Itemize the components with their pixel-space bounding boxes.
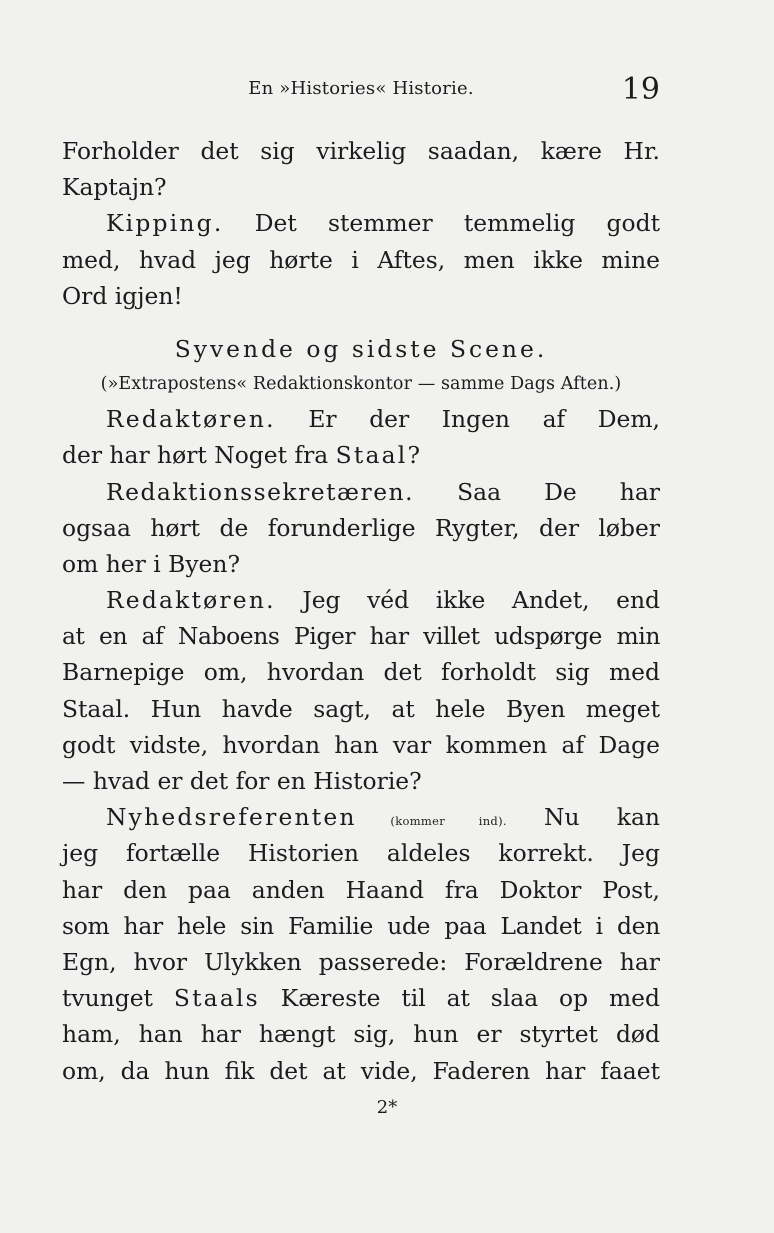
text-line: jeg fortælle Historien aldeles korrekt. Jeg — [62, 839, 660, 868]
text-line: har den paa anden Haand fra Doktor Post, — [62, 875, 660, 904]
page-number: 19 — [621, 72, 660, 107]
page-header — [62, 70, 660, 110]
speech-line: Redaktøren. Jeg véd ikke Andet, end — [106, 586, 660, 615]
speaker-name: Redaktøren. — [106, 586, 276, 615]
text-line: Barnepige om, hvordan det forholdt sig med — [62, 658, 660, 687]
speech-line: Redaktøren. Er der Ingen af Dem, — [106, 405, 660, 434]
signature-mark: 2* — [376, 1097, 398, 1118]
text-line: Staal. Hun havde sagt, at hele Byen meget — [62, 694, 660, 723]
spaced-name: Staals — [173, 984, 260, 1013]
text-line: Kaptajn? — [62, 173, 167, 202]
text-line: at en af Naboens Piger har villet udspørge min — [62, 622, 660, 651]
text-line: Ord igjen! — [62, 281, 183, 310]
text-line: som har hele sin Familie ude paa Landet i den — [62, 911, 660, 940]
text-line: tvunget Staals Kæreste til at slaa op med — [62, 984, 660, 1013]
text-line: der har hørt Noget fra Staal? — [62, 441, 420, 470]
text-line: med, hvad jeg hørte i Aftes, men ikke mine — [62, 245, 660, 274]
speaker-name: Nyhedsreferenten — [106, 803, 357, 832]
text-line: ogsaa hørt de forunderlige Rygter, der løber — [62, 513, 660, 542]
text-line: om her i Byen? — [62, 549, 240, 578]
stage-direction: (kommer ind). — [356, 814, 507, 829]
text-line: om, da hun fik det at vide, Faderen har faaet — [62, 1056, 660, 1085]
speech-line: Nyhedsreferenten (kommer ind). Nu kan — [106, 803, 660, 832]
speaker-name: Kipping. — [106, 209, 224, 238]
speech-line: Redaktionssekretæren. Saa De har — [106, 477, 660, 506]
scene-subtitle: (»Extrapostens« Redaktionskontor — samme Dags Aften.) — [100, 374, 622, 395]
speaker-name: Redaktionssekretæren. — [106, 477, 415, 506]
text-line: godt vidste, hvordan han var kommen af Dage — [62, 730, 660, 759]
speech-line: Kipping. Det stemmer temmelig godt — [106, 209, 660, 238]
text-line: ham, han har hængt sig, hun er styrtet død — [62, 1020, 660, 1049]
text-line: Egn, hvor Ulykken passerede: Forældrene har — [62, 947, 660, 976]
speaker-name: Redaktøren. — [106, 405, 276, 434]
text-line: — hvad er det for en Historie? — [62, 767, 422, 795]
running-head: En »Histories« Historie. — [248, 78, 474, 99]
body-text — [62, 133, 660, 1089]
scene-title: Syvende og sidste Scene. — [174, 334, 548, 363]
text-line: Forholder det sig virkelig saadan, kære Hr. — [62, 137, 660, 165]
spaced-name: Staal — [335, 441, 408, 470]
